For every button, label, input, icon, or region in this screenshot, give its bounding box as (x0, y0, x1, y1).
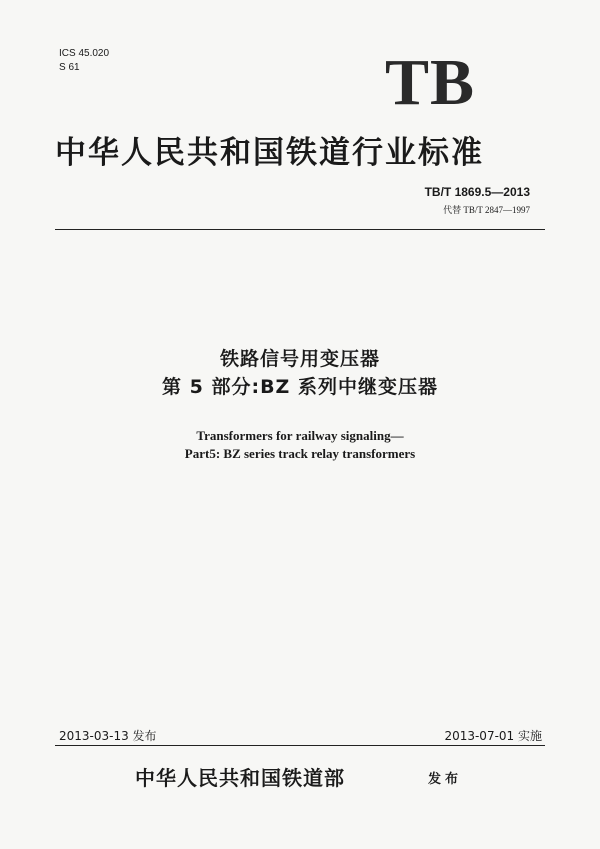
issue-date: 2013-03-13 发布 (59, 729, 157, 743)
issuing-authority: 中华人民共和国铁道部 (135, 766, 345, 790)
chinese-title-line-2: 第 5 部分:BZ 系列中继变压器 (162, 376, 438, 398)
bottom-divider (55, 745, 545, 746)
issue-label: 发布 (428, 772, 463, 787)
classification-codes (59, 47, 109, 75)
top-divider (55, 229, 545, 230)
standard-category-title: 中华人民共和国铁道行业标准 (55, 135, 484, 171)
replaces-standard: 代替 TB/T 2847—1997 (443, 205, 530, 215)
implementation-date: 2013-07-01 实施 (444, 729, 542, 743)
ccs-code: S 61 (59, 62, 80, 73)
english-title-line-2: Part5: BZ series track relay transformers (184, 446, 416, 461)
chinese-title-line-1: 铁路信号用变压器 (219, 348, 380, 370)
english-title-line-1: Transformers for railway signaling— (196, 428, 404, 443)
standard-number: TB/T 1869.5—2013 (424, 185, 530, 199)
tb-logo: TB (385, 46, 476, 119)
ics-code: ICS 45.020 (59, 48, 110, 59)
